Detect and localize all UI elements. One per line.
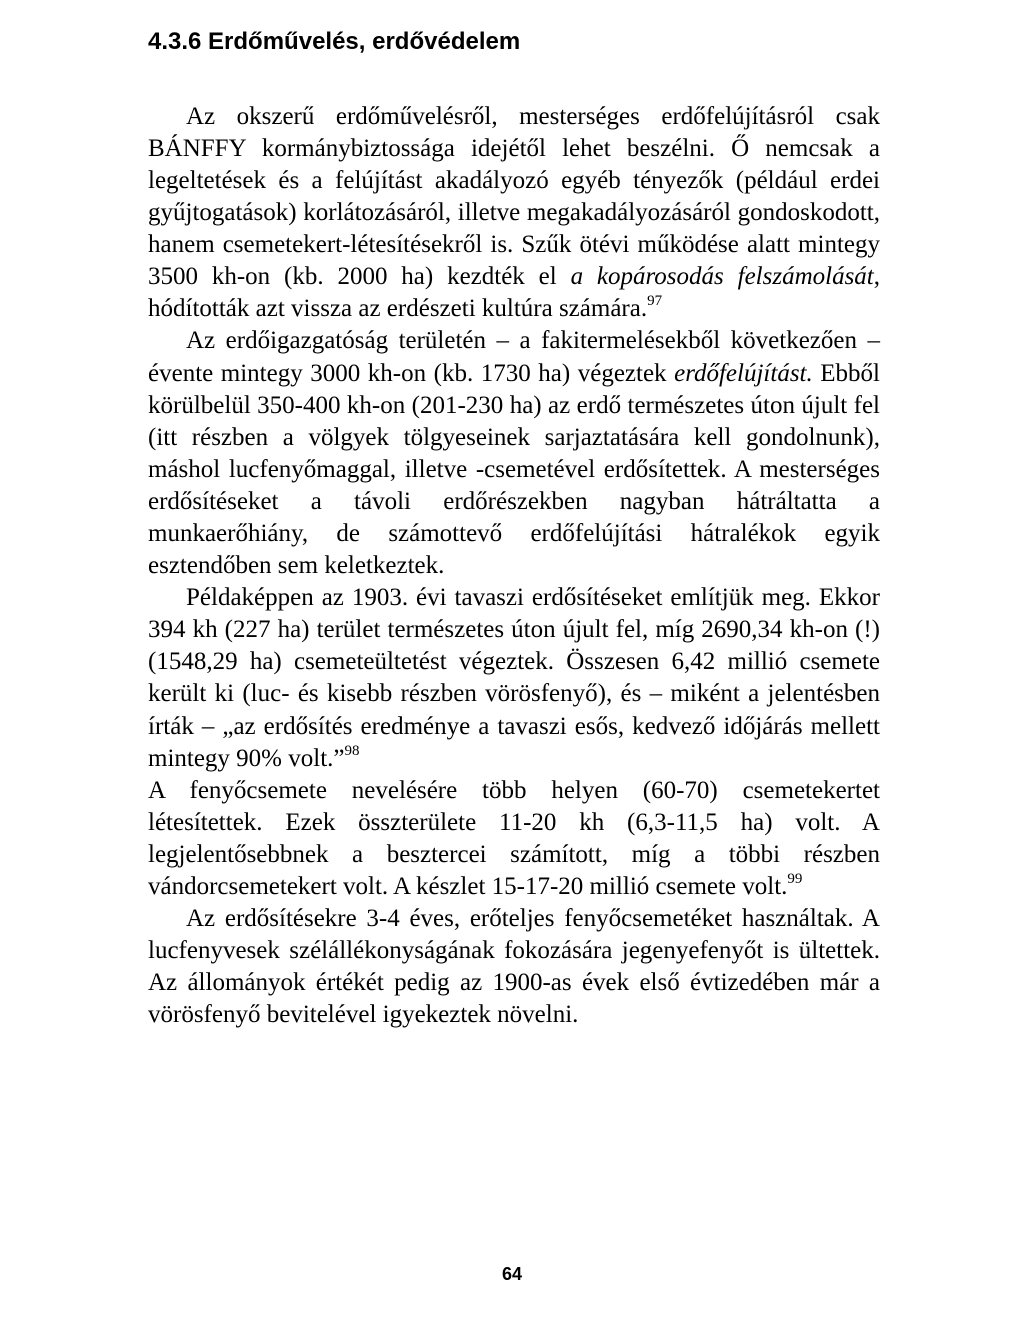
paragraph-2-emphasis: erdőfelújítást. (674, 359, 813, 387)
paragraph-2 (148, 325, 880, 582)
paragraph-2-text-b: Ebből körülbelül 350-400 kh-on (201-230 ha) az erdő természetes úton újult fel (itt részben a völgyek tölgyeseinek sarjaztatására kell gondolnunk), máshol lucfenyőmaggal, illetve -csemetével erdősítettek. A mesterséges erdősítéseket a távoli erdőrészekben nagyban hátráltatta a munkaerőhiány, de számottevő erdőfelújítási hátralékok egyik esztendőben sem keletkeztek. (148, 359, 880, 580)
paragraph-4-text: A fenyőcsemete nevelésére több helyen (60-70) csemetekertet létesítettek. Ezek összterülete 11-20 kh (6,3-11,5 ha) volt. A legjelentősebbnek a besztercei számított, míg a többi részben vándorcsemetekert volt. A készlet 15-17-20 millió csemete volt. (148, 776, 880, 901)
footnote-97: 97 (647, 293, 663, 310)
paragraph-3-text: Példaképpen az 1903. évi tavaszi erdősítéseket említjük meg. Ekkor 394 kh (227 ha) terület természetes úton újult fel, míg 2690,34 kh-on (!) (1548,29 ha) csemeteültetést végeztek. Összesen 6,42 millió csemete került ki (luc- és kisebb részben vörösfenyő), és – miként a jelentésben írták – „az erdősítés eredménye a tavaszi esős, kedvező időjárás mellett mintegy 90% volt.” (148, 584, 880, 772)
section-heading: 4.3.6 Erdőművelés, erdővédelem (148, 28, 521, 55)
page-content (148, 28, 880, 1032)
paragraph-3 (148, 582, 880, 775)
paragraph-1-text-a: Az okszerű erdőművelésről, mesterséges erdőfelújításról csak BÁNFFY kormánybiztossága idejétől lehet beszélni. Ő nemcsak a legeltetések és a felújítást akadályozó egyéb tényezők (például erdei gyűjtogatások) korlátozásáról, illetve megakadályozásáról gondoskodott, hanem csemetekert-létesítésekről is. Szűk ötévi működése alatt mintegy 3500 kh-on (kb. 2000 ha) kezdték el (148, 102, 880, 291)
paragraph-1 (148, 101, 880, 326)
paragraph-4 (148, 775, 880, 903)
paragraph-1-text-b: , hódították azt vissza az erdészeti kultúra számára. (148, 263, 880, 323)
page-number: 64 (501, 1264, 523, 1284)
paragraph-2-text-a: Az erdőigazgatóság területén – a fakitermelésekből következően – évente mintegy 3000 kh-on (kb. 1730 ha) végeztek (148, 327, 880, 387)
paragraph-5-text: Az erdősítésekre 3-4 éves, erőteljes fenyőcsemetéket használtak. A lucfenyvesek szélállékonyságának fokozására jegenyefenyőt is ültettek. Az állományok értékét pedig az 1900-as évek első évtizedében már a vörösfenyő bevitelével igyekeztek növelni. (148, 905, 880, 1029)
footnote-98: 98 (344, 742, 360, 759)
paragraph-5 (148, 903, 880, 1031)
footnote-99: 99 (787, 871, 803, 888)
paragraph-1-emphasis: a kopárosodás felszámolását (570, 263, 874, 291)
